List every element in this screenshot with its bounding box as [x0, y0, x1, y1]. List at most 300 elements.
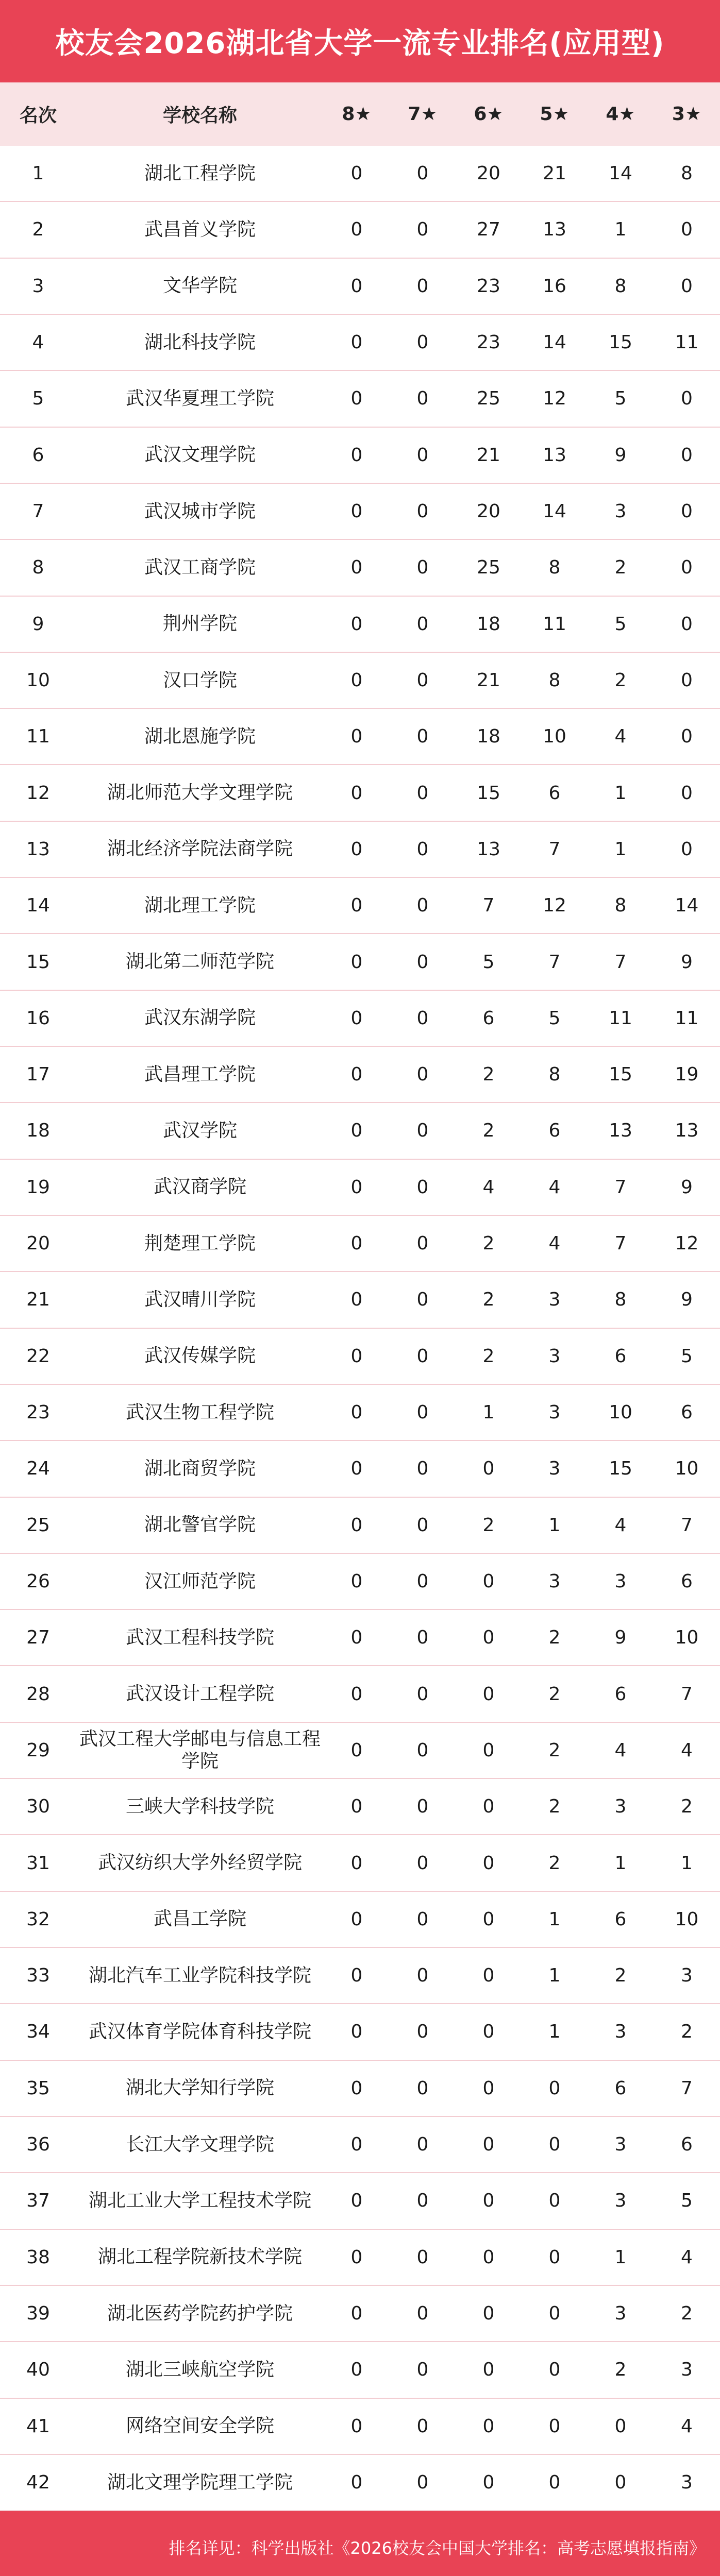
star6-cell: 21	[477, 444, 500, 466]
col-8star-header: 8★	[342, 104, 372, 125]
school-name-cell: 荆州学院	[162, 613, 237, 635]
table-row	[0, 991, 720, 1047]
rank-cell: 40	[26, 2359, 50, 2381]
star7-cell: 0	[416, 2359, 429, 2381]
table-row	[0, 371, 720, 427]
star7-cell: 0	[416, 895, 429, 917]
rank-cell: 8	[32, 557, 44, 579]
star6-cell: 18	[477, 726, 500, 748]
star5-cell: 4	[548, 1176, 561, 1198]
star4-cell: 3	[614, 2303, 627, 2325]
table-row	[0, 315, 720, 371]
school-name-cell: 湖北工程学院	[144, 162, 256, 184]
star3-cell: 13	[675, 1120, 699, 1142]
rank-cell: 1	[32, 163, 44, 184]
star3-cell: 11	[675, 332, 699, 353]
star8-cell: 0	[350, 1064, 363, 1086]
star4-cell: 8	[614, 895, 627, 917]
source-note: 排名详见：科学出版社《2026校友会中国大学排名：高考志愿填报指南》	[0, 2511, 720, 2576]
rank-cell: 11	[26, 726, 50, 748]
table-row	[0, 1835, 720, 1891]
star6-cell: 5	[482, 951, 495, 973]
star8-cell: 0	[350, 1683, 363, 1705]
star6-cell: 0	[482, 2021, 495, 2043]
star7-cell: 0	[416, 2246, 429, 2268]
star6-cell: 18	[477, 613, 500, 635]
star4-cell: 0	[614, 2415, 627, 2437]
star5-cell: 14	[543, 332, 566, 353]
table-row	[0, 1272, 720, 1328]
table-row	[0, 653, 720, 709]
star7-cell: 0	[416, 2471, 429, 2493]
table-row	[0, 2286, 720, 2342]
star3-cell: 7	[681, 2077, 693, 2099]
star7-cell: 0	[416, 2021, 429, 2043]
star8-cell: 0	[350, 2415, 363, 2437]
star5-cell: 2	[548, 1683, 561, 1705]
star8-cell: 0	[350, 1739, 363, 1761]
star4-cell: 2	[614, 557, 627, 579]
star6-cell: 2	[482, 1289, 495, 1311]
star3-cell: 0	[681, 444, 693, 466]
star6-cell: 15	[477, 782, 500, 804]
rank-cell: 6	[32, 444, 44, 466]
table-row	[0, 1554, 720, 1610]
school-name-cell: 湖北汽车工业学院科技学院	[88, 1964, 311, 1986]
star3-cell: 0	[681, 669, 693, 691]
table-row	[0, 1047, 720, 1103]
star4-cell: 7	[614, 951, 627, 973]
star5-cell: 8	[548, 1064, 561, 1086]
star3-cell: 9	[681, 1176, 693, 1198]
rank-cell: 31	[26, 1852, 50, 1874]
school-name-cell: 武汉晴川学院	[144, 1289, 256, 1310]
table-row	[0, 709, 720, 765]
star5-cell: 8	[548, 669, 561, 691]
star4-cell: 2	[614, 669, 627, 691]
col-rank-header: 名次	[19, 105, 57, 126]
star6-cell: 2	[482, 1345, 495, 1367]
star4-cell: 2	[614, 2359, 627, 2381]
star4-cell: 3	[614, 1570, 627, 1592]
star7-cell: 0	[416, 951, 429, 973]
school-name-cell: 湖北三峡航空学院	[125, 2359, 274, 2380]
star7-cell: 0	[416, 557, 429, 579]
star5-cell: 2	[548, 1852, 561, 1874]
rank-cell: 34	[26, 2021, 50, 2043]
table-row	[0, 878, 720, 934]
table-row	[0, 934, 720, 990]
school-name-cell: 武汉东湖学院	[144, 1007, 256, 1029]
star7-cell: 0	[416, 2077, 429, 2099]
star7-cell: 0	[416, 2415, 429, 2437]
star6-cell: 0	[482, 2415, 495, 2437]
star7-cell: 0	[416, 613, 429, 635]
star6-cell: 2	[482, 1120, 495, 1142]
star3-cell: 6	[681, 1570, 693, 1592]
star8-cell: 0	[350, 1796, 363, 1818]
star7-cell: 0	[416, 1064, 429, 1086]
star6-cell: 0	[482, 2190, 495, 2212]
rank-cell: 25	[26, 1514, 50, 1536]
table-row	[0, 1948, 720, 2004]
star8-cell: 0	[350, 2077, 363, 2099]
star5-cell: 16	[543, 275, 566, 297]
star6-cell: 0	[482, 1852, 495, 1874]
star5-cell: 0	[548, 2471, 561, 2493]
school-name-cell: 湖北工程学院新技术学院	[97, 2246, 302, 2268]
star6-cell: 2	[482, 1514, 495, 1536]
star5-cell: 3	[548, 1570, 561, 1592]
star4-cell: 4	[614, 726, 627, 748]
table-row	[0, 2455, 720, 2511]
rank-cell: 16	[26, 1007, 50, 1029]
star8-cell: 0	[350, 2134, 363, 2156]
star6-cell: 0	[482, 1683, 495, 1705]
school-name-cell: 武汉生物工程学院	[125, 1401, 274, 1423]
table-row	[0, 484, 720, 540]
star5-cell: 0	[548, 2303, 561, 2325]
star5-cell: 7	[548, 951, 561, 973]
star4-cell: 15	[609, 1458, 632, 1480]
table-row	[0, 1779, 720, 1835]
rank-cell: 13	[26, 838, 50, 860]
star7-cell: 0	[416, 1402, 429, 1423]
school-name-cell: 武汉商学院	[153, 1176, 246, 1198]
star3-cell: 0	[681, 388, 693, 410]
star5-cell: 0	[548, 2359, 561, 2381]
star4-cell: 14	[609, 163, 632, 184]
school-name-cell: 文华学院	[162, 275, 237, 297]
star8-cell: 0	[350, 1345, 363, 1367]
star5-cell: 0	[548, 2246, 561, 2268]
school-name-cell: 武昌首义学院	[144, 219, 256, 241]
star4-cell: 5	[614, 388, 627, 410]
col-name-header: 学校名称	[162, 105, 237, 126]
star6-cell: 27	[477, 219, 500, 241]
star8-cell: 0	[350, 1233, 363, 1255]
table-row	[0, 1160, 720, 1216]
star3-cell: 4	[681, 2246, 693, 2268]
school-name-cell: 长江大学文理学院	[125, 2133, 274, 2155]
star6-cell: 0	[482, 1627, 495, 1649]
star7-cell: 0	[416, 1965, 429, 1987]
star7-cell: 0	[416, 2134, 429, 2156]
star6-cell: 25	[477, 388, 500, 410]
star3-cell: 0	[681, 782, 693, 804]
school-name-cell: 武汉学院	[162, 1120, 237, 1142]
star8-cell: 0	[350, 895, 363, 917]
star6-cell: 4	[482, 1176, 495, 1198]
star8-cell: 0	[350, 1852, 363, 1874]
table-row	[0, 1666, 720, 1722]
star6-cell: 0	[482, 2303, 495, 2325]
star3-cell: 10	[675, 1458, 699, 1480]
star3-cell: 10	[675, 1627, 699, 1649]
star6-cell: 0	[482, 1796, 495, 1818]
star6-cell: 0	[482, 2359, 495, 2381]
star8-cell: 0	[350, 2190, 363, 2212]
star3-cell: 1	[681, 1852, 693, 1874]
school-name-cell: 三峡大学科技学院	[125, 1795, 274, 1817]
table-row	[0, 2117, 720, 2173]
school-name-cell: 武汉纺织大学外经贸学院	[97, 1852, 302, 1874]
star4-cell: 13	[609, 1120, 632, 1142]
table-row	[0, 1329, 720, 1385]
rank-cell: 26	[26, 1570, 50, 1592]
star7-cell: 0	[416, 782, 429, 804]
col-5star-header: 5★	[540, 104, 570, 125]
star8-cell: 0	[350, 1007, 363, 1029]
star4-cell: 7	[614, 1233, 627, 1255]
star6-cell: 20	[477, 163, 500, 184]
rank-cell: 10	[26, 669, 50, 691]
star4-cell: 6	[614, 1345, 627, 1367]
school-name-cell: 湖北师范大学文理学院	[107, 782, 293, 804]
star5-cell: 0	[548, 2190, 561, 2212]
star8-cell: 0	[350, 1908, 363, 1930]
star8-cell: 0	[350, 669, 363, 691]
star8-cell: 0	[350, 613, 363, 635]
star5-cell: 21	[543, 163, 566, 184]
table-row	[0, 1441, 720, 1497]
school-name-cell: 湖北警官学院	[144, 1514, 256, 1536]
star3-cell: 0	[681, 557, 693, 579]
school-name-cell: 武汉工商学院	[144, 556, 256, 578]
star7-cell: 0	[416, 1514, 429, 1536]
star6-cell: 23	[477, 275, 500, 297]
star5-cell: 5	[548, 1007, 561, 1029]
page-title: 校友会2026湖北省大学一流专业排名(应用型)	[0, 0, 720, 82]
star4-cell: 2	[614, 1965, 627, 1987]
star8-cell: 0	[350, 2021, 363, 2043]
star3-cell: 11	[675, 1007, 699, 1029]
star4-cell: 6	[614, 2077, 627, 2099]
school-name-cell: 湖北工业大学工程技术学院	[88, 2190, 311, 2211]
star4-cell: 1	[614, 219, 627, 241]
star8-cell: 0	[350, 1514, 363, 1536]
star6-cell: 7	[482, 895, 495, 917]
star4-cell: 9	[614, 444, 627, 466]
star7-cell: 0	[416, 1908, 429, 1930]
star4-cell: 3	[614, 2134, 627, 2156]
table-row	[0, 2342, 720, 2398]
star5-cell: 3	[548, 1345, 561, 1367]
table-row	[0, 1610, 720, 1666]
star3-cell: 3	[681, 2359, 693, 2381]
star7-cell: 0	[416, 1852, 429, 1874]
star7-cell: 0	[416, 1570, 429, 1592]
star7-cell: 0	[416, 838, 429, 860]
star7-cell: 0	[416, 726, 429, 748]
star3-cell: 9	[681, 1289, 693, 1311]
table-row	[0, 2061, 720, 2117]
table-row	[0, 1216, 720, 1272]
star3-cell: 5	[681, 1345, 693, 1367]
school-name-cell: 网络空间安全学院	[125, 2415, 274, 2437]
star6-cell: 1	[482, 1402, 495, 1423]
table-row	[0, 2173, 720, 2229]
school-name-cell: 湖北医药学院药护学院	[107, 2302, 293, 2324]
star4-cell: 7	[614, 1176, 627, 1198]
rank-cell: 28	[26, 1683, 50, 1705]
star5-cell: 2	[548, 1796, 561, 1818]
star6-cell: 0	[482, 2471, 495, 2493]
star8-cell: 0	[350, 1289, 363, 1311]
star7-cell: 0	[416, 1289, 429, 1311]
star3-cell: 7	[681, 1514, 693, 1536]
school-name-cell: 武汉传媒学院	[144, 1345, 256, 1367]
rank-cell: 35	[26, 2077, 50, 2099]
star8-cell: 0	[350, 1458, 363, 1480]
star4-cell: 3	[614, 2021, 627, 2043]
table-header	[0, 82, 720, 146]
rank-cell: 5	[32, 388, 44, 410]
table-row	[0, 1892, 720, 1948]
star5-cell: 1	[548, 1514, 561, 1536]
rank-cell: 2	[32, 219, 44, 241]
star7-cell: 0	[416, 388, 429, 410]
star6-cell: 0	[482, 2077, 495, 2099]
rank-cell: 9	[32, 613, 44, 635]
rank-cell: 24	[26, 1458, 50, 1480]
star8-cell: 0	[350, 1176, 363, 1198]
star4-cell: 5	[614, 613, 627, 635]
col-6star-header: 6★	[474, 104, 504, 125]
star4-cell: 1	[614, 838, 627, 860]
star5-cell: 0	[548, 2415, 561, 2437]
school-name-cell: 湖北恩施学院	[144, 725, 256, 747]
star5-cell: 4	[548, 1233, 561, 1255]
star3-cell: 0	[681, 613, 693, 635]
star3-cell: 12	[675, 1233, 699, 1255]
star4-cell: 3	[614, 1796, 627, 1818]
rank-cell: 21	[26, 1289, 50, 1311]
rank-cell: 17	[26, 1064, 50, 1086]
rank-cell: 7	[32, 501, 44, 522]
table-row	[0, 2004, 720, 2060]
star7-cell: 0	[416, 2190, 429, 2212]
table-row	[0, 259, 720, 315]
star4-cell: 8	[614, 1289, 627, 1311]
school-name-cell: 武汉设计工程学院	[125, 1683, 274, 1705]
school-name-cell: 武汉城市学院	[144, 500, 256, 522]
star3-cell: 14	[675, 895, 699, 917]
star6-cell: 2	[482, 1064, 495, 1086]
school-name-cell: 湖北文理学院理工学院	[107, 2471, 293, 2493]
rank-cell: 3	[32, 275, 44, 297]
table-row	[0, 1723, 720, 1779]
table-body	[0, 146, 720, 2511]
star3-cell: 2	[681, 1796, 693, 1818]
star4-cell: 4	[614, 1739, 627, 1761]
star5-cell: 0	[548, 2134, 561, 2156]
star5-cell: 6	[548, 782, 561, 804]
star4-cell: 1	[614, 782, 627, 804]
star4-cell: 6	[614, 1683, 627, 1705]
star8-cell: 0	[350, 1402, 363, 1423]
star4-cell: 15	[609, 1064, 632, 1086]
school-name-cell: 湖北科技学院	[144, 331, 256, 353]
star3-cell: 0	[681, 726, 693, 748]
table-row	[0, 146, 720, 202]
school-name-cell: 湖北第二师范学院	[125, 951, 274, 973]
star7-cell: 0	[416, 219, 429, 241]
star7-cell: 0	[416, 1739, 429, 1761]
school-name-cell: 武汉工程大学邮电与信息工程学院	[79, 1728, 321, 1772]
star7-cell: 0	[416, 501, 429, 522]
star8-cell: 0	[350, 1965, 363, 1987]
star7-cell: 0	[416, 1627, 429, 1649]
rank-cell: 23	[26, 1402, 50, 1423]
school-name-cell: 湖北商贸学院	[144, 1458, 256, 1479]
star3-cell: 0	[681, 501, 693, 522]
star8-cell: 0	[350, 2246, 363, 2268]
star4-cell: 0	[614, 2471, 627, 2493]
star8-cell: 0	[350, 557, 363, 579]
rank-cell: 12	[26, 782, 50, 804]
table-row	[0, 2230, 720, 2286]
star5-cell: 0	[548, 2077, 561, 2099]
school-name-cell: 武昌工学院	[153, 1908, 246, 1930]
star6-cell: 6	[482, 1007, 495, 1029]
rank-cell: 22	[26, 1345, 50, 1367]
star7-cell: 0	[416, 275, 429, 297]
school-name-cell: 汉江师范学院	[144, 1570, 256, 1592]
star5-cell: 12	[543, 895, 566, 917]
star4-cell: 10	[609, 1402, 632, 1423]
star5-cell: 3	[548, 1458, 561, 1480]
rank-cell: 32	[26, 1908, 50, 1930]
star6-cell: 2	[482, 1233, 495, 1255]
rank-cell: 39	[26, 2303, 50, 2325]
star8-cell: 0	[350, 163, 363, 184]
star6-cell: 0	[482, 1739, 495, 1761]
table-row	[0, 2399, 720, 2455]
star7-cell: 0	[416, 1120, 429, 1142]
star7-cell: 0	[416, 2303, 429, 2325]
star3-cell: 5	[681, 2190, 693, 2212]
star7-cell: 0	[416, 1176, 429, 1198]
star4-cell: 1	[614, 1852, 627, 1874]
star8-cell: 0	[350, 782, 363, 804]
table-row	[0, 765, 720, 821]
star5-cell: 6	[548, 1120, 561, 1142]
star3-cell: 3	[681, 1965, 693, 1987]
star5-cell: 8	[548, 557, 561, 579]
table-row	[0, 428, 720, 484]
rank-cell: 20	[26, 1233, 50, 1255]
star6-cell: 13	[477, 838, 500, 860]
table-row	[0, 822, 720, 878]
school-name-cell: 湖北经济学院法商学院	[107, 838, 293, 860]
rank-cell: 30	[26, 1796, 50, 1818]
rank-cell: 38	[26, 2246, 50, 2268]
star5-cell: 3	[548, 1402, 561, 1423]
star5-cell: 10	[543, 726, 566, 748]
star8-cell: 0	[350, 388, 363, 410]
star5-cell: 3	[548, 1289, 561, 1311]
school-name-cell: 武汉华夏理工学院	[125, 387, 274, 409]
rank-cell: 36	[26, 2134, 50, 2156]
star3-cell: 4	[681, 2415, 693, 2437]
star8-cell: 0	[350, 444, 363, 466]
star8-cell: 0	[350, 1570, 363, 1592]
star4-cell: 8	[614, 275, 627, 297]
star3-cell: 3	[681, 2471, 693, 2493]
school-name-cell: 武汉文理学院	[144, 444, 256, 466]
star8-cell: 0	[350, 1120, 363, 1142]
